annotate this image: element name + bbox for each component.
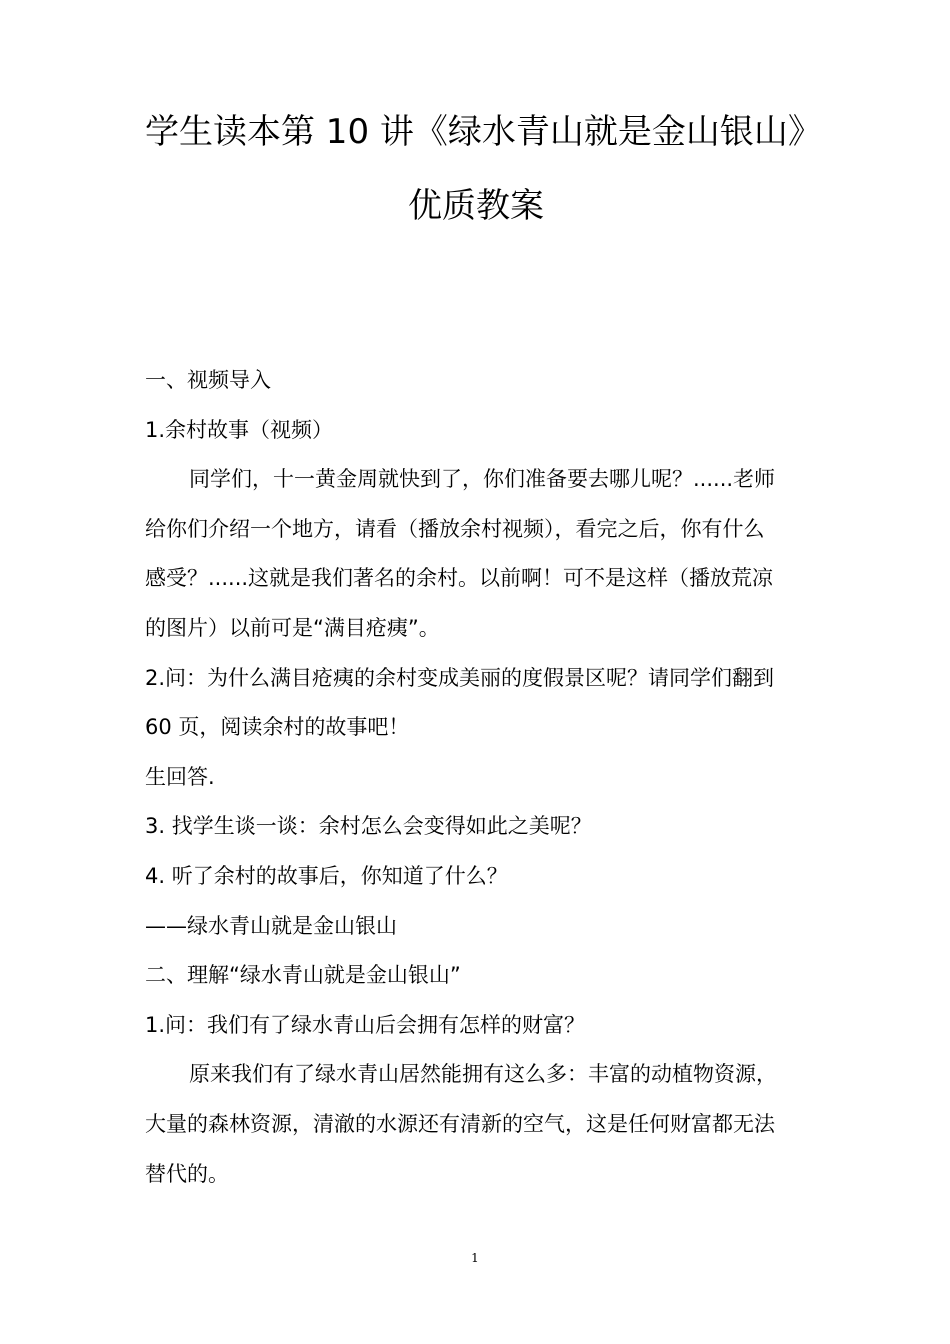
section-heading-understanding: 二、理解“绿水青山就是金山银山” <box>145 963 461 988</box>
paragraph-line: 感受？......这就是我们著名的余村。以前啊！可不是这样（播放荒凉 <box>145 566 774 591</box>
paragraph-line: 给你们介绍一个地方，请看（播放余村视频），看完之后，你有什么 <box>145 516 765 541</box>
answer-line: ——绿水青山就是金山银山 <box>145 913 397 938</box>
item-4-question: 4. 听了余村的故事后，你知道了什么？ <box>145 863 508 888</box>
item-1-yucun-story: 1.余村故事（视频） <box>145 417 334 442</box>
item-3-discussion: 3. 找学生谈一谈：余村怎么会变得如此之美呢？ <box>145 814 592 839</box>
paragraph-line: 60 页，阅读余村的故事吧！ <box>145 715 410 740</box>
item-2-question: 2.问：为什么满目疮痍的余村变成美丽的度假景区呢？请同学们翻到 <box>145 665 775 690</box>
paragraph-line: 原来我们有了绿水青山居然能拥有这么多：丰富的动植物资源， <box>189 1062 777 1087</box>
paragraph-line: 同学们，十一黄金周就快到了，你们准备要去哪儿呢？......老师 <box>189 467 776 492</box>
paragraph-line: 替代的。 <box>145 1161 229 1186</box>
student-answer: 生回答. <box>145 764 215 789</box>
section-heading-video-intro: 一、视频导入 <box>145 368 271 392</box>
page-title-line-2: 优质教案 <box>408 186 544 226</box>
page-number: 1 <box>471 1251 479 1265</box>
paragraph-line: 大量的森林资源，清澈的水源还有清新的空气，这是任何财富都无法 <box>145 1111 775 1136</box>
paragraph-line: 的图片）以前可是“满目疮痍”。 <box>145 615 440 640</box>
document-body <box>145 356 807 1199</box>
page-title-line-1: 学生读本第 10 讲《绿水青山就是金山银山》 <box>145 112 822 152</box>
item-1-question: 1.问：我们有了绿水青山后会拥有怎样的财富？ <box>145 1012 586 1037</box>
